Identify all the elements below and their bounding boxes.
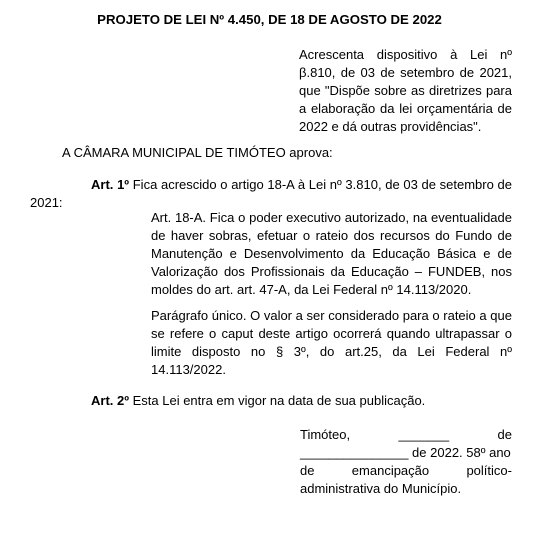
closing-block	[300, 426, 512, 498]
article-18a-line: Art. 18-A. Fica o poder executivo autorizado, na eventualidade	[151, 210, 512, 225]
closing-city: Timóteo,	[300, 427, 351, 442]
article-1-text: Fica acrescido o artigo 18-A à Lei nº 3.810, de 03 de setembro de	[132, 177, 512, 192]
preamble: A CÂMARA MUNICIPAL DE TIMÓTEO aprova:	[62, 145, 333, 160]
ementa-line: a elaboração da lei orçamentária de	[299, 101, 512, 116]
closing-word: emancipação	[351, 463, 430, 478]
article-18a-line: Manutenção e Desenvolvimento da Educação Básica e de	[151, 246, 512, 261]
ementa-line: 2022 e dá outras providências".	[299, 119, 482, 134]
article-1-text-cont: 2021:	[30, 195, 63, 210]
article-18a-line: moldes do art. art. 47-A, da Lei Federal nº 14.113/2020.	[151, 282, 472, 297]
paragrafo-line: Parágrafo único. O valor a ser considerado para o rateio a que	[151, 308, 512, 323]
ementa	[299, 46, 512, 136]
closing-word: político-	[466, 463, 512, 478]
paragrafo-line: se refere o caput deste artigo ocorrerá quando ultrapassar o	[151, 326, 512, 341]
closing-last-line: administrativa do Município.	[300, 481, 462, 496]
closing-day-blank: _______	[398, 427, 450, 442]
ementa-line: que "Dispõe sobre as diretrizes para	[299, 83, 512, 98]
paragrafo-unico	[151, 307, 512, 379]
article-2	[91, 392, 425, 410]
ementa-line: β.810, de 03 de setembro de 2021,	[299, 65, 512, 80]
article-2-label: Art. 2º	[91, 393, 129, 408]
document-title: PROJETO DE LEI Nº 4.450, DE 18 DE AGOSTO DE 2022	[97, 12, 442, 27]
article-18a-line: de haver sobras, efetuar o rateio dos recursos do Fundo de	[151, 228, 512, 243]
article-1	[30, 176, 512, 212]
article-1-label: Art. 1º	[91, 177, 130, 192]
article-18a-line: Valorização dos Profissionais da Educação – FUNDEB, nos	[151, 264, 512, 279]
ementa-line: Acrescenta dispositivo à Lei nº	[299, 47, 512, 62]
closing-date-line: _______________ de 2022. 58º ano	[300, 445, 511, 460]
article-2-text: Esta Lei entra em vigor na data de sua publicação.	[132, 393, 426, 408]
paragrafo-line: 14.113/2022.	[151, 362, 226, 377]
closing-de: de	[497, 427, 512, 442]
article-18a	[151, 209, 512, 299]
paragrafo-line: limite disposto no § 3º, do art.25, da Lei Federal nº	[151, 344, 512, 359]
closing-word: de	[300, 463, 315, 478]
